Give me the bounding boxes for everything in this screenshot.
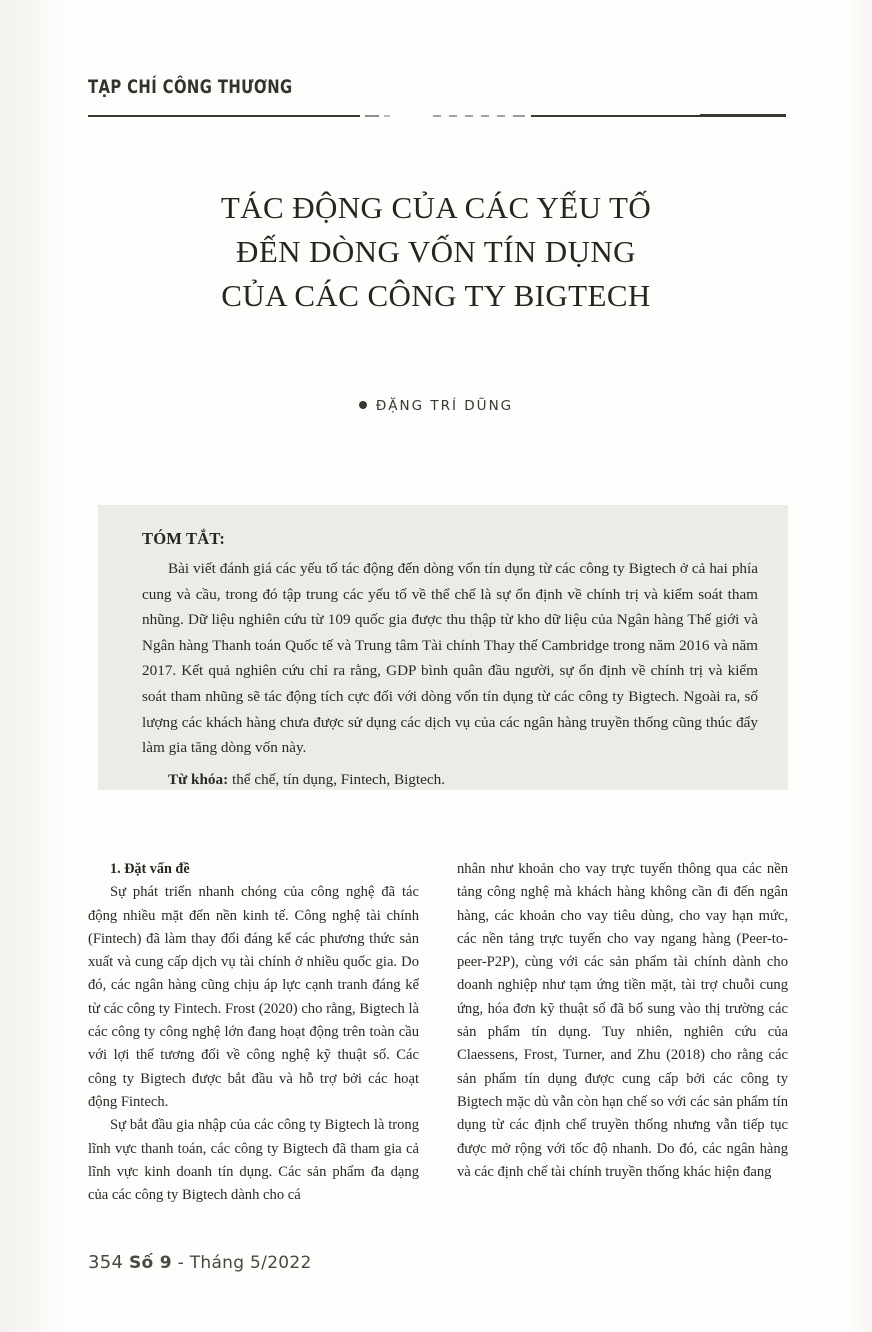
- masthead: [88, 78, 788, 98]
- right-paragraph-1: nhân như khoản cho vay trực tuyến thông qua các nền tảng công nghệ mà khách hàng không cần đi đến ngân hàng, các khoản cho vay tiêu dùng, cho vay hạn mức, các nền tảng trực tuyến cho vay ngang hàng (Peer-to-peer-P2P), cùng với các sản phẩm tài chính dành cho doanh nghiệp như tạm ứng tiền mặt, tài trợ chuỗi cung ứng, hóa đơn kỹ thuật số đã bổ sung vào thị trường các sản phẩm tín dụng. Tuy nhiên, nghiên cứu của Claessens, Frost, Turner, and Zhu (2018) cho rằng các sản phẩm tín dụng được cung cấp bởi các công ty Bigtech mặc dù vẫn còn hạn chế so với các sản phẩm tín dụng từ các định chế truyền thống nhưng vẫn tiếp tục được mở rộng với tốc độ nhanh. Do đó, các ngân hàng và các định chế tài chính truyền thống khác hiện đang: [457, 861, 788, 1180]
- left-paragraph-2: Sự bắt đầu gia nhập của các công ty Bigtech là trong lĩnh vực thanh toán, các công ty Bigtech đã tham gia cả lĩnh vực kinh doanh tín dụng. Các sản phẩm đa dạng của các công ty Bigtech dành cho cá: [88, 1117, 419, 1204]
- author-byline: [86, 398, 786, 414]
- abstract-box: [98, 505, 788, 790]
- issue-date: - Tháng 5/2022: [171, 1253, 312, 1273]
- page-footer: [88, 1252, 312, 1273]
- body-columns: [88, 858, 788, 1228]
- bullet-icon: [359, 401, 367, 409]
- abstract-heading: TÓM TẮT:: [142, 529, 226, 548]
- article-title-line-2: ĐẾN DÒNG VỐN TÍN DỤNG: [236, 234, 636, 269]
- masthead-title: TẠP CHÍ CÔNG THƯƠNG: [88, 76, 293, 98]
- scan-gutter-shadow: [0, 0, 62, 1332]
- masthead-divider: [88, 115, 786, 117]
- author-name: ĐẶNG TRÍ DŨNG: [375, 398, 514, 414]
- article-title-line-1: TÁC ĐỘNG CỦA CÁC YẾU TỐ: [220, 190, 652, 225]
- article-title: [86, 186, 786, 318]
- body-column-left: [88, 858, 419, 1228]
- left-paragraph-1: Sự phát triển nhanh chóng của công nghệ đã tác động nhiều mặt đến nền kinh tế. Công nghệ tài chính (Fintech) đã làm thay đổi đáng kể các phương thức sản xuất và cung cấp dịch vụ tài chính ở nhiều quốc gia. Do đó, các ngân hàng cũng chịu áp lực cạnh tranh đáng kể từ các công ty Fintech. Frost (2020) cho rằng, Bigtech là các công ty công nghệ lớn đang hoạt động trên toàn cầu với lợi thế tương đối về công nghệ kỹ thuật số. Các công ty Bigtech được bắt đầu và hỗ trợ bởi các hoạt động Fintech.: [88, 884, 419, 1110]
- body-column-right: [457, 858, 788, 1228]
- article-title-line-3: CỦA CÁC CÔNG TY BIGTECH: [221, 278, 651, 313]
- keywords-label: Từ khóa:: [168, 770, 229, 788]
- section-heading-1: 1. Đặt vấn đề: [110, 861, 190, 877]
- abstract-text: Bài viết đánh giá các yếu tố tác động đến dòng vốn tín dụng từ các công ty Bigtech ở cả hai phía cung và cầu, trong đó tập trung các yếu tố về thể chế là sự ổn định về chính trị và kiểm soát tham nhũng. Dữ liệu nghiên cứu từ 109 quốc gia được thu thập từ kho dữ liệu của Ngân hàng Thế giới và Ngân hàng Thanh toán Quốc tế và Trung tâm Tài chính Thay thế Cambridge trong năm 2016 và năm 2017. Kết quả nghiên cứu chỉ ra rằng, GDP bình quân đầu người, sự ổn định về chính trị và kiểm soát tham nhũng sẽ tác động tích cực đối với dòng vốn tín dụng từ các công ty Bigtech. Ngoài ra, số lượng các khách hàng chưa được sử dụng các dịch vụ của các ngân hàng truyền thống cũng thúc đẩy làm gia tăng dòng vốn này.: [142, 560, 758, 757]
- keywords-value: thể chế, tín dụng, Fintech, Bigtech.: [228, 770, 445, 788]
- issue-number: Số 9: [128, 1253, 172, 1273]
- scan-edge-shadow: [846, 0, 872, 1332]
- page-number: 354: [88, 1252, 124, 1273]
- abstract-keywords: [142, 767, 758, 793]
